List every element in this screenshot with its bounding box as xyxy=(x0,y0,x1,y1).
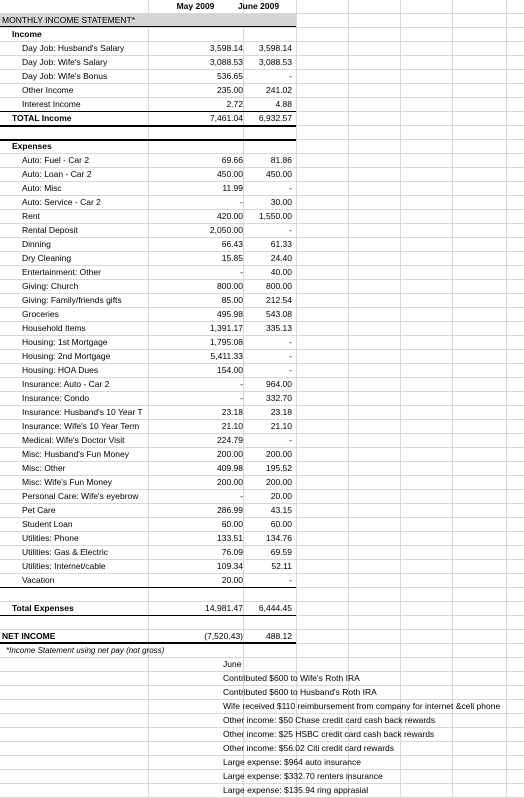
net-income-label[interactable]: NET INCOME xyxy=(2,631,56,641)
expense-row xyxy=(0,518,524,532)
expense-row xyxy=(0,392,524,406)
note-row xyxy=(0,728,524,742)
row-label[interactable]: Dry Cleaning xyxy=(22,253,72,263)
row-label[interactable]: Utilities: Gas & Electric xyxy=(22,547,108,557)
note-row xyxy=(0,672,524,686)
expense-row xyxy=(0,252,524,266)
expense-row xyxy=(0,476,524,490)
note-text[interactable]: Contributed $600 to Wife's Roth IRA xyxy=(223,673,360,683)
row-label[interactable]: Rent xyxy=(22,211,40,221)
may-value[interactable]: 409.98 xyxy=(217,463,243,473)
expense-row xyxy=(0,322,524,336)
income-row xyxy=(0,56,524,70)
footnote[interactable]: *Income Statement using net pay (not gross) xyxy=(6,646,165,655)
expense-row xyxy=(0,280,524,294)
may-value[interactable]: 3,088.53 xyxy=(209,57,243,67)
june-value[interactable]: 24.40 xyxy=(270,253,292,263)
expenses-heading-row xyxy=(0,140,524,154)
june-value[interactable]: 200.00 xyxy=(266,477,292,487)
may-value[interactable]: 11.99 xyxy=(222,183,243,193)
row-label[interactable]: Interest Income xyxy=(22,99,81,109)
may-value[interactable]: 154.00 xyxy=(217,365,243,375)
note-text[interactable]: Large expense: $964 auto insurance xyxy=(223,757,361,767)
row-label[interactable]: Housing: 2nd Mortgage xyxy=(22,351,111,361)
blank-row xyxy=(0,126,524,140)
expense-row xyxy=(0,532,524,546)
row-label[interactable]: Misc: Husband's Fun Money xyxy=(22,449,129,459)
note-text[interactable]: June xyxy=(223,659,242,669)
row-label[interactable]: Rental Deposit xyxy=(22,225,78,235)
june-value[interactable]: 543.08 xyxy=(266,309,292,319)
may-value[interactable]: 495.98 xyxy=(217,309,243,319)
row-label[interactable]: Misc: Wife's Fun Money xyxy=(22,477,112,487)
note-row xyxy=(0,784,524,798)
expense-row xyxy=(0,210,524,224)
june-value[interactable]: 3,598.14 xyxy=(258,43,292,53)
expense-row xyxy=(0,434,524,448)
row-label[interactable]: Day Job: Wife's Bonus xyxy=(22,71,108,81)
income-heading[interactable]: Income xyxy=(12,29,42,39)
blank-row xyxy=(0,588,524,602)
row-label[interactable]: Giving: Church xyxy=(22,281,79,291)
row-label[interactable]: Insurance: Condo xyxy=(22,393,90,403)
footnote-row xyxy=(0,644,524,658)
may-value[interactable]: 286.99 xyxy=(217,505,243,515)
may-value[interactable]: 3,598.14 xyxy=(209,43,243,53)
expense-row xyxy=(0,224,524,238)
row-label[interactable]: Household Items xyxy=(22,323,86,333)
may-value[interactable]: 2,050.00 xyxy=(209,225,243,235)
row-label[interactable]: Auto: Service - Car 2 xyxy=(22,197,101,207)
total-expenses-may[interactable]: 14,981.47 xyxy=(205,603,243,613)
expense-row xyxy=(0,462,524,476)
expense-row xyxy=(0,196,524,210)
total-expenses-june[interactable]: 6,444.45 xyxy=(258,603,292,613)
june-value[interactable]: 964.00 xyxy=(266,379,292,389)
net-income-may[interactable]: (7,520.43) xyxy=(204,631,243,641)
june-value[interactable]: 20.00 xyxy=(270,491,292,501)
header-june[interactable]: June 2009 xyxy=(237,1,280,11)
june-value[interactable]: 60.00 xyxy=(270,519,292,529)
row-label[interactable]: Groceries xyxy=(22,309,59,319)
expense-row xyxy=(0,406,524,420)
expense-row xyxy=(0,182,524,196)
row-label[interactable]: Insurance: Auto - Car 2 xyxy=(22,379,110,389)
row-label[interactable]: Pet Care xyxy=(22,505,56,515)
june-value[interactable]: 43.15 xyxy=(270,505,292,515)
row-label[interactable]: Dinning xyxy=(22,239,51,249)
note-text[interactable]: Large expense: $135.94 ring apprasial xyxy=(223,785,369,795)
total-income-june[interactable]: 6,932.57 xyxy=(258,113,292,123)
expense-row xyxy=(0,560,524,574)
june-value[interactable]: 3,088.53 xyxy=(258,57,292,67)
may-value[interactable]: 800.00 xyxy=(217,281,243,291)
may-value[interactable]: 1,795.08 xyxy=(209,337,243,347)
note-text[interactable]: Other income: $25 HSBC credit card cash back rewards xyxy=(223,729,435,739)
expense-row xyxy=(0,168,524,182)
may-value[interactable]: - xyxy=(240,379,243,389)
may-value[interactable]: 60.00 xyxy=(221,519,243,529)
expense-row xyxy=(0,336,524,350)
expense-row xyxy=(0,574,524,588)
expense-row xyxy=(0,238,524,252)
statement-title-row xyxy=(0,14,524,28)
may-value[interactable]: 69.66 xyxy=(221,155,243,165)
note-text[interactable]: Wife received $110 reimbursement from company for internet &cell phone xyxy=(223,701,501,711)
june-value[interactable]: - xyxy=(289,225,292,235)
june-value[interactable]: 335.13 xyxy=(266,323,292,333)
expense-row xyxy=(0,154,524,168)
june-value[interactable]: 800.00 xyxy=(266,281,292,291)
expense-row xyxy=(0,266,524,280)
may-value[interactable]: - xyxy=(240,197,243,207)
total-income-label[interactable]: TOTAL Income xyxy=(12,113,72,123)
total-expenses-row xyxy=(0,602,524,616)
expense-row xyxy=(0,308,524,322)
may-value[interactable]: 76.09 xyxy=(221,547,243,557)
expense-row xyxy=(0,448,524,462)
note-row xyxy=(0,700,524,714)
june-value[interactable]: 4.88 xyxy=(275,99,292,109)
row-label[interactable]: Utilities: Internet/cable xyxy=(22,561,106,571)
expense-row xyxy=(0,378,524,392)
row-label[interactable]: Insurance: Husband's 10 Year T xyxy=(22,407,143,417)
row-label[interactable]: Housing: 1st Mortgage xyxy=(22,337,108,347)
header-may[interactable]: May 2009 xyxy=(176,1,215,11)
row-label[interactable]: Giving: Family/friends gifts xyxy=(22,295,122,305)
income-row xyxy=(0,42,524,56)
may-value[interactable]: 200.00 xyxy=(217,477,243,487)
note-text[interactable]: Large expense: $332.70 renters insurance xyxy=(223,771,383,781)
expenses-heading[interactable]: Expenses xyxy=(12,141,52,151)
june-value[interactable]: 332.70 xyxy=(266,393,292,403)
note-row xyxy=(0,742,524,756)
may-value[interactable]: 133.51 xyxy=(217,533,243,543)
income-row xyxy=(0,84,524,98)
row-label[interactable]: Day Job: Husband's Salary xyxy=(22,43,125,53)
june-value[interactable]: 23.18 xyxy=(270,407,292,417)
expense-row xyxy=(0,294,524,308)
may-value[interactable]: 420.00 xyxy=(217,211,243,221)
may-value[interactable]: 66.43 xyxy=(221,239,243,249)
may-value[interactable]: 1,391.17 xyxy=(209,323,243,333)
row-label[interactable]: Entertainment: Other xyxy=(22,267,101,277)
june-value[interactable]: - xyxy=(289,575,292,585)
may-value[interactable]: 23.18 xyxy=(221,407,243,417)
row-label[interactable]: Vacation xyxy=(22,575,55,585)
expense-row xyxy=(0,546,524,560)
expense-row xyxy=(0,350,524,364)
row-label[interactable]: Medical: Wife's Doctor Visit xyxy=(22,435,125,445)
may-value[interactable]: 224.79 xyxy=(217,435,243,445)
row-label[interactable]: Housing: HOA Dues xyxy=(22,365,99,375)
may-value[interactable]: 85.00 xyxy=(221,295,243,305)
june-value[interactable]: 200.00 xyxy=(266,449,292,459)
may-value[interactable]: - xyxy=(240,393,243,403)
may-value[interactable]: 21.10 xyxy=(221,421,243,431)
june-value[interactable]: 21.10 xyxy=(270,421,292,431)
income-row xyxy=(0,98,524,112)
may-value[interactable]: - xyxy=(240,491,243,501)
expense-row xyxy=(0,504,524,518)
june-value[interactable]: 450.00 xyxy=(266,169,292,179)
total-income-may[interactable]: 7,461.04 xyxy=(209,113,243,123)
note-row xyxy=(0,770,524,784)
expense-row xyxy=(0,490,524,504)
june-value[interactable]: 134.76 xyxy=(266,533,292,543)
note-row xyxy=(0,756,524,770)
note-row xyxy=(0,686,524,700)
june-value[interactable]: 40.00 xyxy=(270,267,292,277)
blank-row xyxy=(0,616,524,630)
may-value[interactable]: - xyxy=(240,267,243,277)
row-label[interactable]: Other Income xyxy=(22,85,74,95)
total-income-row xyxy=(0,112,524,126)
june-value[interactable]: - xyxy=(289,183,292,193)
june-value[interactable]: - xyxy=(289,351,292,361)
income-heading-row xyxy=(0,28,524,42)
row-label[interactable]: Day Job: Wife's Salary xyxy=(22,57,108,67)
june-value[interactable]: 195.52 xyxy=(266,463,292,473)
note-text[interactable]: Contributed $600 to Husband's Roth IRA xyxy=(223,687,377,697)
june-value[interactable]: - xyxy=(289,365,292,375)
row-label[interactable]: Personal Care: Wife's eyebrow xyxy=(22,491,139,501)
june-value[interactable]: - xyxy=(289,435,292,445)
may-value[interactable]: 200.00 xyxy=(217,449,243,459)
may-value[interactable]: 450.00 xyxy=(217,169,243,179)
row-label[interactable]: Insurance: Wife's 10 Year Term xyxy=(22,421,140,431)
row-label[interactable]: Utilities: Phone xyxy=(22,533,79,543)
net-income-june[interactable]: 488.12 xyxy=(266,631,292,641)
statement-title[interactable]: MONTHLY INCOME STATEMENT* xyxy=(2,15,136,25)
income-row xyxy=(0,70,524,84)
row-label[interactable]: Auto: Fuel - Car 2 xyxy=(22,155,90,165)
may-value[interactable]: 20.00 xyxy=(221,575,243,585)
may-value[interactable]: 15.85 xyxy=(221,253,243,263)
may-value[interactable]: 536.65 xyxy=(217,71,243,81)
may-value[interactable]: 2.72 xyxy=(226,99,243,109)
row-label[interactable]: Auto: Loan - Car 2 xyxy=(22,169,92,179)
expense-row xyxy=(0,364,524,378)
note-text[interactable]: Other income: $50 Chase credit card cash back rewards xyxy=(223,715,436,725)
may-value[interactable]: 235.00 xyxy=(217,85,243,95)
june-value[interactable]: 61.33 xyxy=(270,239,292,249)
row-label[interactable]: Auto: Misc xyxy=(22,183,62,193)
june-value[interactable]: - xyxy=(289,337,292,347)
note-text[interactable]: Other income: $56.02 Citi credit card rewards xyxy=(223,743,395,753)
note-row xyxy=(0,714,524,728)
may-value[interactable]: 109.34 xyxy=(217,561,243,571)
june-value[interactable]: 30.00 xyxy=(270,197,292,207)
row-label[interactable]: Misc: Other xyxy=(22,463,66,473)
may-value[interactable]: 5,411.33 xyxy=(210,351,243,361)
june-value[interactable]: 52.11 xyxy=(271,561,292,571)
note-row xyxy=(0,658,524,672)
june-value[interactable]: - xyxy=(289,71,292,81)
expenses-bottom-border xyxy=(0,587,296,588)
net-income-row xyxy=(0,630,524,644)
total-expenses-label[interactable]: Total Expenses xyxy=(12,603,74,613)
header-row xyxy=(0,0,524,14)
june-value[interactable]: 1,550.00 xyxy=(258,211,292,221)
row-label[interactable]: Student Loan xyxy=(22,519,73,529)
june-value[interactable]: 241.02 xyxy=(266,85,292,95)
expense-row xyxy=(0,420,524,434)
june-value[interactable]: 212.54 xyxy=(266,295,292,305)
june-value[interactable]: 81.86 xyxy=(270,155,292,165)
june-value[interactable]: 69.59 xyxy=(270,547,292,557)
